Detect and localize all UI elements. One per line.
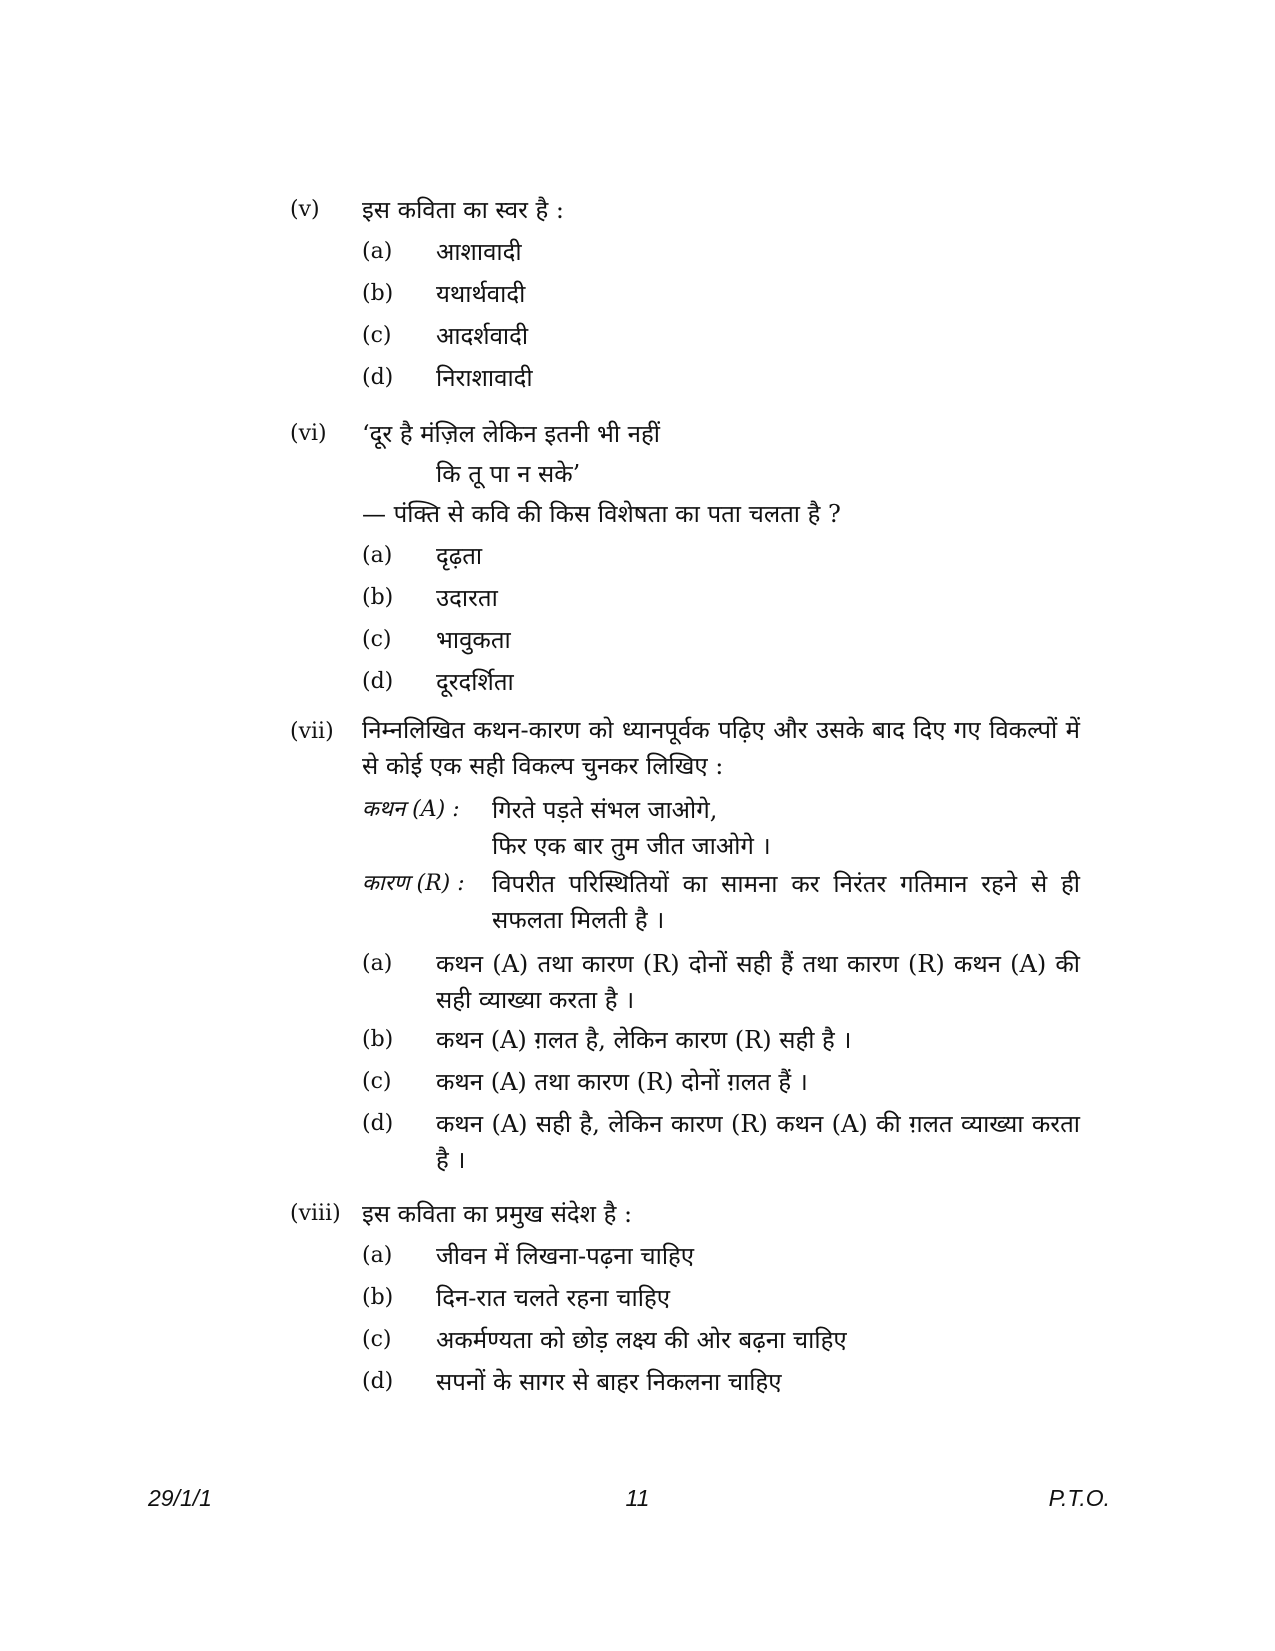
please-turn-over: P.T.O. [1048,1485,1110,1511]
option-b [362,1278,1080,1318]
option-label: (c) [362,1069,392,1094]
option-d [362,662,1080,702]
reason [362,864,1080,938]
assertion-label: कथन (A) : [362,797,460,822]
question-number: (vi) [290,421,327,446]
quote-line-1: ‘दूर है मंज़िल लेकिन इतनी भी नहीं [362,420,660,448]
question-number: (v) [290,197,320,222]
option-text: दृढ़ता [436,542,483,570]
option-text: आदर्शवादी [436,322,529,350]
option-b [362,578,1080,618]
option-d [362,1362,1080,1402]
option-label: (d) [362,365,394,390]
option-d [362,1104,1080,1178]
option-c [362,316,1080,356]
option-c [362,620,1080,660]
question-number: (viii) [290,1201,341,1226]
reason-text: विपरीत परिस्थितियों का सामना कर निरंतर गतिमान रहने से ही सफलता मिलती है । [492,870,1080,934]
option-label: (b) [362,1285,394,1310]
option-text: सपनों के सागर से बाहर निकलना चाहिए [436,1368,782,1396]
option-label: (b) [362,281,394,306]
option-text: उदारता [436,584,498,612]
option-text: यथार्थवादी [436,280,526,308]
option-a [362,232,1080,272]
option-label: (a) [362,951,393,976]
option-b [362,274,1080,314]
question-vii [290,712,1080,1178]
option-label: (c) [362,323,392,348]
option-label: (a) [362,239,393,264]
option-label: (c) [362,627,392,652]
option-label: (d) [362,1111,394,1136]
option-c [362,1062,1080,1102]
option-text: कथन (A) तथा कारण (R) दोनों सही हैं तथा कारण (R) कथन (A) की सही व्याख्या करता है । [436,950,1080,1014]
option-text: कथन (A) ग़लत है, लेकिन कारण (R) सही है । [436,1026,852,1054]
option-label: (b) [362,585,394,610]
option-text: अकर्मण्यता को छोड़ लक्ष्य की ओर बढ़ना चाहिए [436,1326,847,1354]
question-stem: इस कविता का प्रमुख संदेश है : [362,1200,633,1228]
option-label: (d) [362,1369,394,1394]
assertion-line-2: फिर एक बार तुम जीत जाओगे । [492,832,771,860]
option-text: दूरदर्शिता [436,668,514,696]
option-label: (a) [362,1243,393,1268]
option-text: निराशावादी [436,364,533,392]
question-stem: निम्नलिखित कथन-कारण को ध्यानपूर्वक पढ़िए और उसके बाद दिए गए विकल्पों में से कोई एक सही विकल्प चुनकर लिखिए : [362,716,1080,780]
paper-code: 29/1/1 [148,1485,212,1511]
option-c [362,1320,1080,1360]
option-label: (b) [362,1027,394,1052]
question-viii [290,1194,1080,1402]
question-stem: इस कविता का स्वर है : [362,196,565,224]
option-label: (d) [362,669,394,694]
page-number: 11 [625,1485,650,1511]
option-a [362,1236,1080,1276]
question-v [290,190,1080,398]
option-label: (c) [362,1327,392,1352]
quote-line-2: कि तू पा न सके’ [436,460,581,488]
option-text: भावुकता [436,626,511,654]
assertion [362,790,1080,864]
reason-label: कारण (R) : [362,871,465,896]
option-a [362,944,1080,1018]
question-number: (vii) [290,719,334,744]
option-text: कथन (A) सही है, लेकिन कारण (R) कथन (A) की ग़लत व्याख्या करता है । [436,1110,1080,1174]
option-text: दिन-रात चलते रहना चाहिए [436,1284,670,1312]
option-text: जीवन में लिखना-पढ़ना चाहिए [436,1242,695,1270]
option-text: आशावादी [436,238,522,266]
option-d [362,358,1080,398]
question-stem: — पंक्ति से कवि की किस विशेषता का पता चलता है ? [362,500,841,528]
assertion-line-1: गिरते पड़ते संभल जाओगे, [492,796,718,824]
option-a [362,536,1080,576]
option-text: कथन (A) तथा कारण (R) दोनों ग़लत हैं । [436,1068,808,1096]
option-b [362,1020,1080,1060]
question-vi [290,414,1080,702]
option-label: (a) [362,543,393,568]
